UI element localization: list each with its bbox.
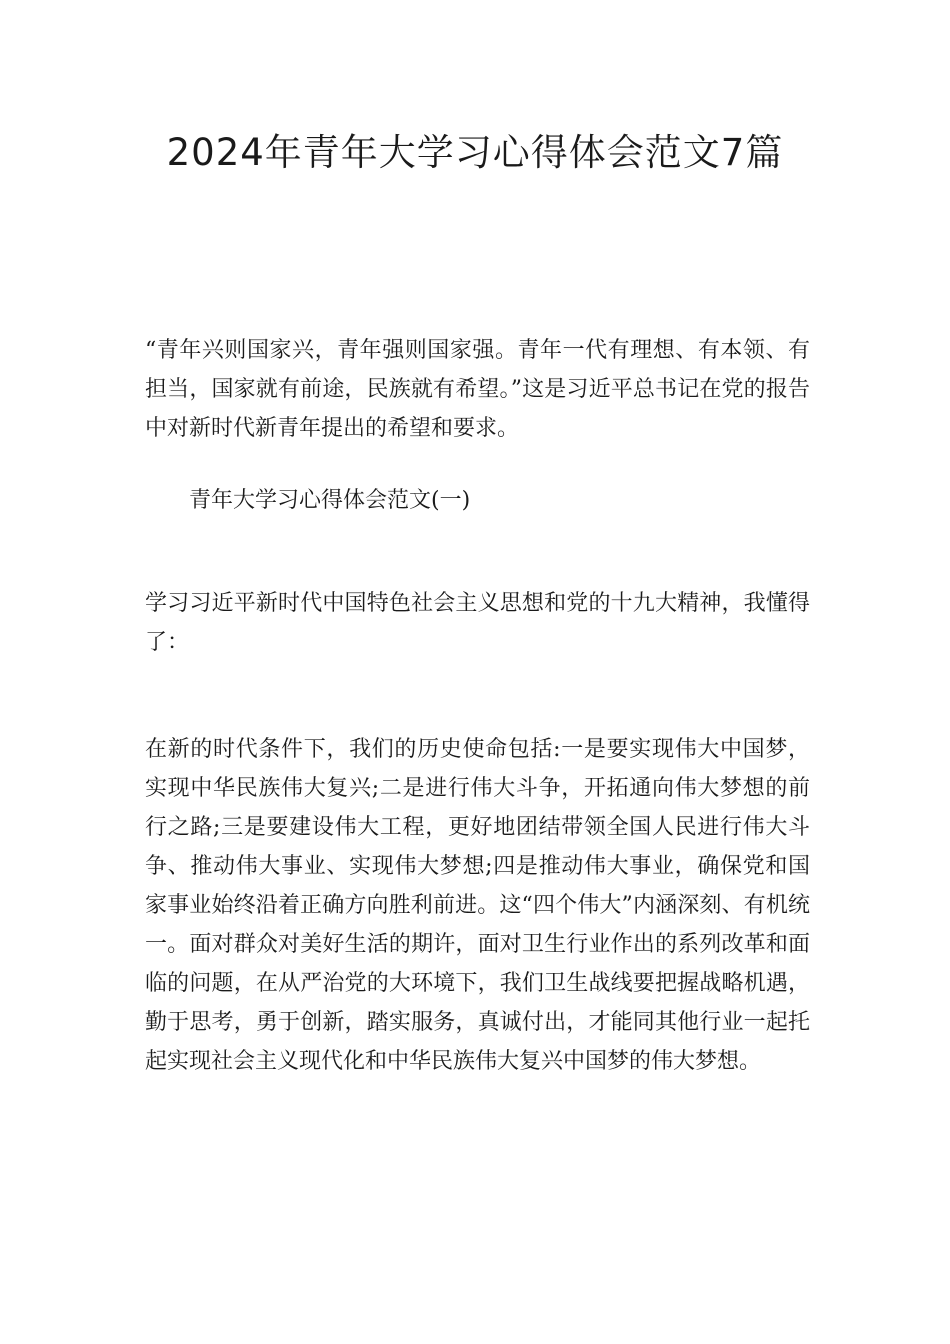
paragraph-two-block — [145, 730, 810, 1081]
paragraph-two: 在新的时代条件下，我们的历史使命包括:一是要实现伟大中国梦，实现中华民族伟大复兴;二是进行伟大斗争，开拓通向伟大梦想的前行之路;三是要建设伟大工程，更好地团结带领全国人民进行伟大斗争、推动伟大事业、实现伟大梦想;四是推动伟大事业，确保党和国家事业始终沿着正确方向胜利前进。这“四个伟大”内涵深刻、有机统一。面对群众对美好生活的期许，面对卫生行业作出的系列改革和面临的问题，在从严治党的大环境下，我们卫生战线要把握战略机遇，勤于思考，勇于创新，踏实服务，真诚付出，才能同其他行业一起托起实现社会主义现代化和中华民族伟大复兴中国梦的伟大梦想。 — [145, 737, 810, 1074]
document-title: 2024年青年大学习心得体会范文7篇 — [166, 131, 784, 174]
intro-paragraph: “青年兴则国家兴，青年强则国家强。青年一代有理想、有本领、有担当，国家就有前途，民族就有希望。”这是习近平总书记在党的报告中对新时代新青年提出的希望和要求。 — [145, 338, 810, 441]
section-heading-block — [189, 481, 809, 520]
section-heading: 青年大学习心得体会范文(一) — [189, 488, 471, 513]
paragraph-one: 学习习近平新时代中国特色社会主义思想和党的十九大精神，我懂得了： — [145, 591, 810, 655]
paragraph-one-block — [145, 584, 810, 662]
intro-paragraph-block — [145, 331, 810, 448]
